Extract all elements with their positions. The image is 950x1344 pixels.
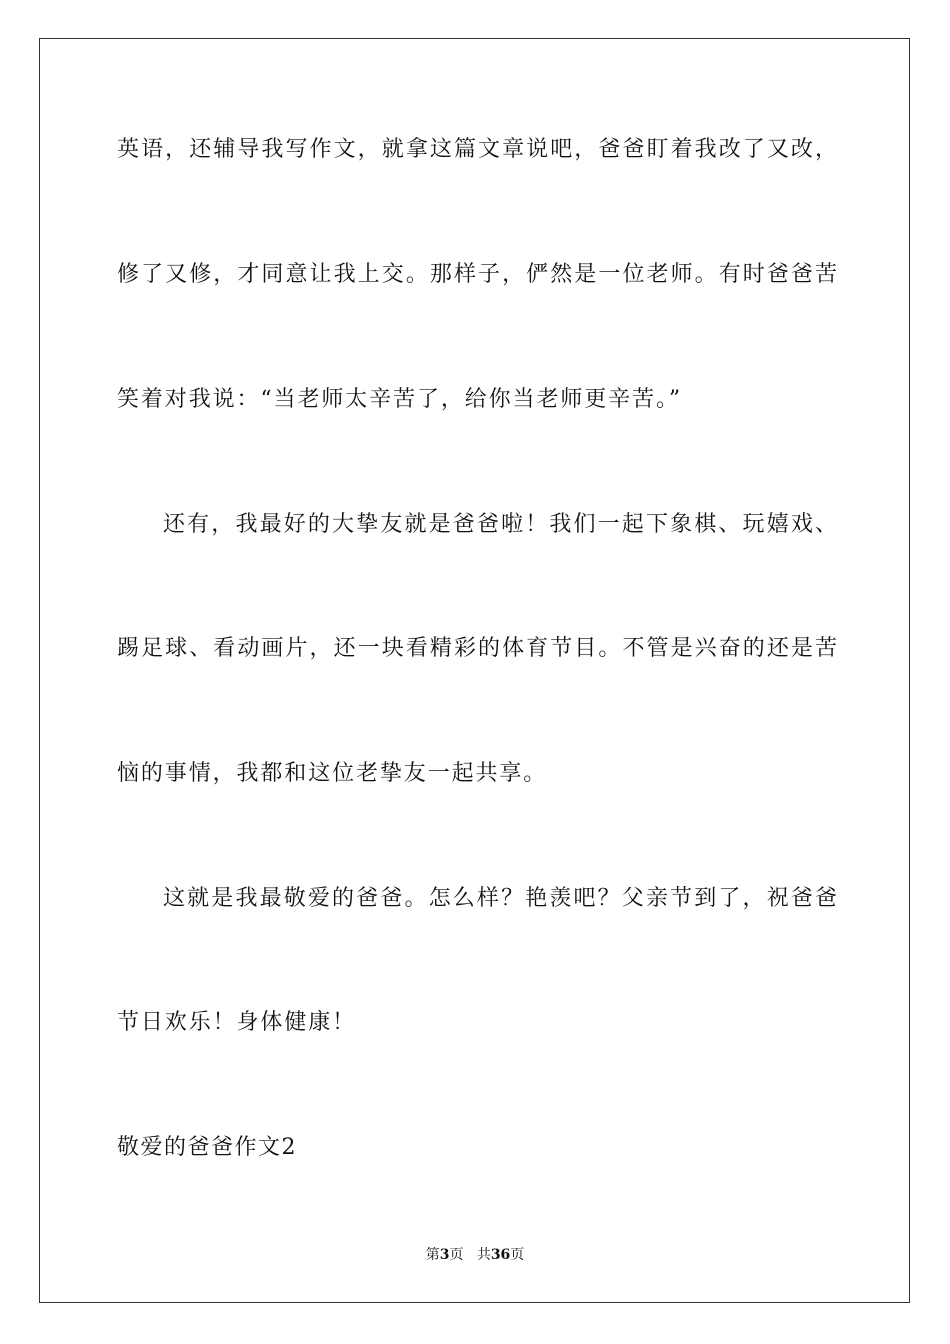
page-border xyxy=(39,38,910,1303)
paragraph-line-4: 还有，我最好的大挚友就是爸爸啦！我们一起下象棋、玩嬉戏、 xyxy=(163,512,837,537)
footer-page-number: 3 xyxy=(439,1247,450,1263)
section-heading: 敬爱的爸爸作文2 xyxy=(117,1135,297,1160)
footer-total-pages: 36 xyxy=(490,1247,511,1263)
paragraph-line-1: 英语，还辅导我写作文，就拿这篇文章说吧，爸爸盯着我改了又改， xyxy=(117,137,837,162)
paragraph-line-6: 恼的事情，我都和这位老挚友一起共享。 xyxy=(117,761,548,786)
paragraph-line-5: 踢足球、看动画片，还一块看精彩的体育节目。不管是兴奋的还是苦 xyxy=(117,636,837,661)
footer-page-prefix: 第 xyxy=(425,1247,440,1263)
footer-total-suffix: 页 xyxy=(510,1247,525,1263)
paragraph-line-2: 修了又修，才同意让我上交。那样子，俨然是一位老师。有时爸爸苦 xyxy=(117,262,837,287)
paragraph-line-8: 节日欢乐！身体健康！ xyxy=(117,1010,357,1035)
paragraph-line-7: 这就是我最敬爱的爸爸。怎么样？艳羡吧？父亲节到了，祝爸爸 xyxy=(163,886,837,911)
paragraph-line-3: 笑着对我说：“当老师太辛苦了，给你当老师更辛苦。” xyxy=(117,387,682,412)
footer-page-suffix: 页 xyxy=(449,1247,464,1263)
page-footer xyxy=(0,1245,950,1265)
footer-total-prefix: 共 xyxy=(476,1247,491,1263)
